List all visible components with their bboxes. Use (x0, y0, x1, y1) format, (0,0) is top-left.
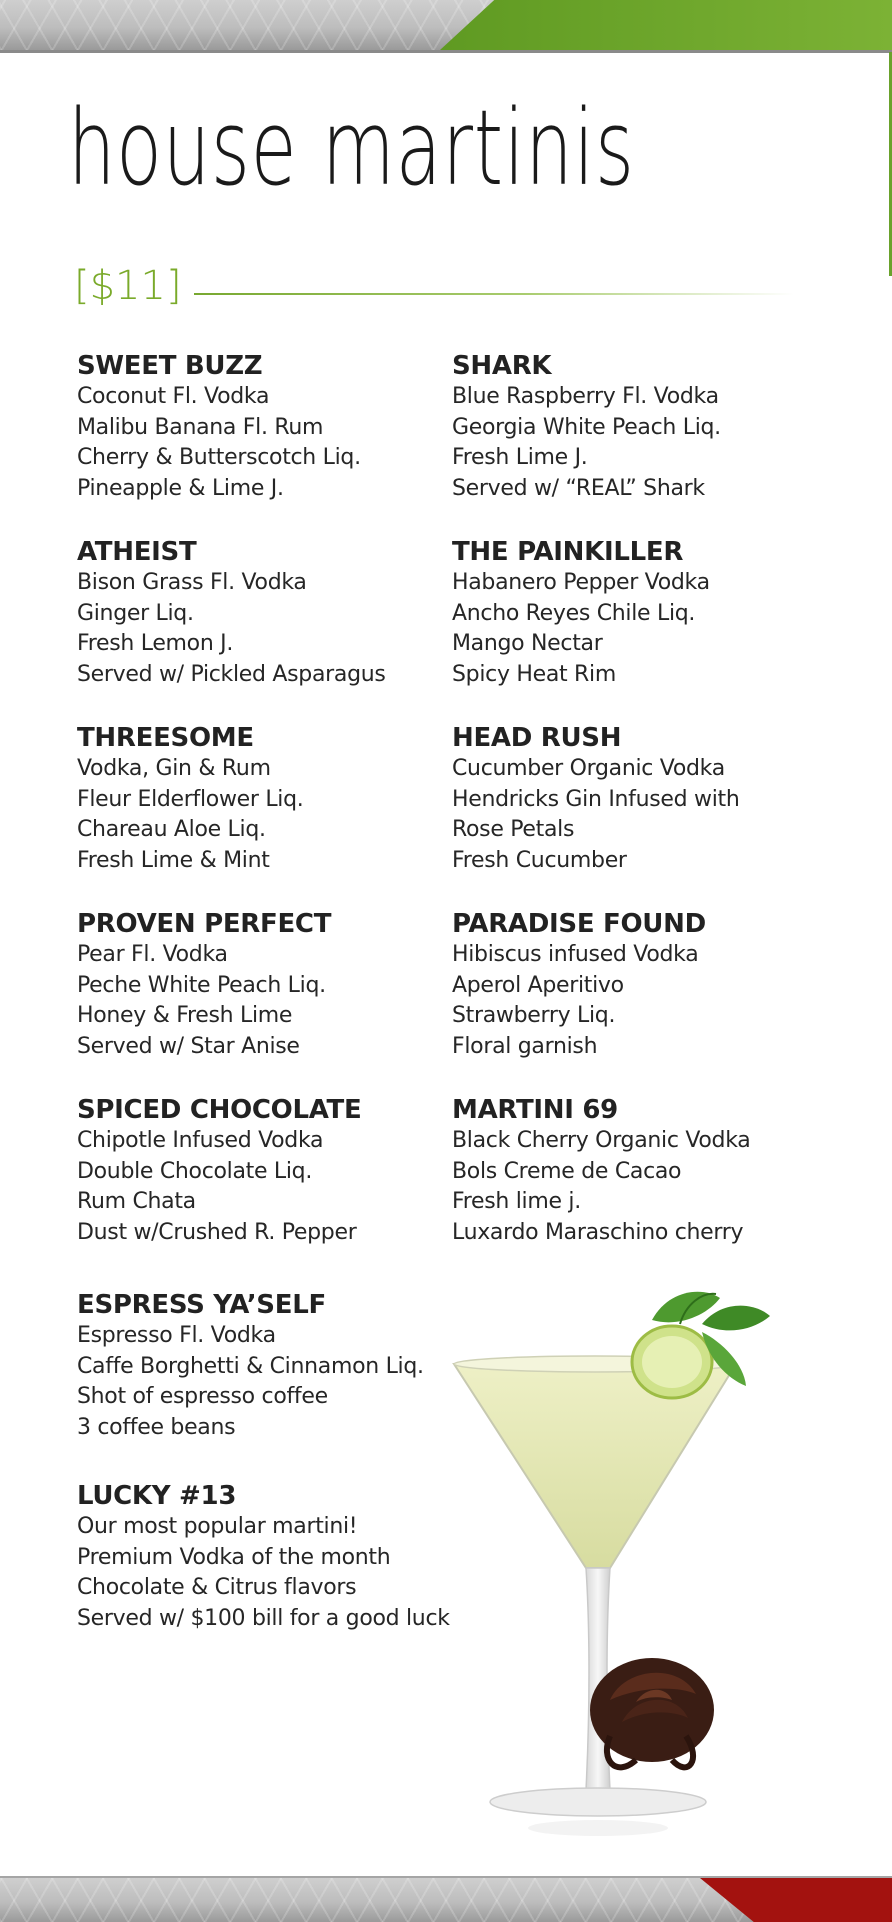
ingredient: Fresh Cucumber (452, 847, 627, 873)
ingredient: Black Cherry Organic Vodka (452, 1128, 751, 1153)
ingredient: Fresh Lime & Mint (77, 847, 270, 873)
ingredient: Espresso Fl. Vodka (77, 1323, 276, 1348)
ingredient: Fresh lime j. (452, 1189, 581, 1214)
ingredient: Rose Petals (452, 817, 575, 842)
drink-name: PARADISE FOUND (452, 909, 706, 939)
drink-name: ATHEIST (77, 537, 197, 567)
ingredient: Served w/ $100 bill for a good luck (77, 1605, 450, 1631)
ingredient: Premium Vodka of the month (77, 1544, 391, 1570)
lime-slice-icon (632, 1326, 712, 1398)
drink-paradise-found (452, 908, 832, 1062)
ingredient: Double Chocolate Liq. (77, 1158, 313, 1184)
price-divider (194, 293, 794, 295)
ingredient: Aperol Aperitivo (452, 972, 624, 998)
ingredient: Bols Creme de Cacao (452, 1158, 682, 1184)
ingredient: Chipotle Infused Vodka (77, 1128, 324, 1153)
drink-name: HEAD RUSH (452, 723, 622, 753)
drink-name: LUCKY #13 (77, 1481, 237, 1511)
drink-name: SWEET BUZZ (77, 351, 263, 381)
ingredient: Bison Grass Fl. Vodka (77, 570, 307, 595)
ingredient: Habanero Pepper Vodka (452, 570, 710, 595)
ingredient: Peche White Peach Liq. (77, 972, 326, 998)
drink-head-rush (452, 722, 832, 876)
drink-name: SPICED CHOCOLATE (77, 1095, 362, 1125)
ingredient: Floral garnish (452, 1033, 598, 1059)
ingredient: Hendricks Gin Infused with (452, 786, 740, 812)
martini-glass-icon (440, 1290, 810, 1850)
ingredient: Pear Fl. Vodka (77, 942, 228, 967)
ingredient: Coconut Fl. Vodka (77, 384, 270, 409)
ingredient: Mango Nectar (452, 631, 603, 656)
drink-spiced-chocolate (77, 1094, 457, 1248)
ingredient: Served w/ Pickled Asparagus (77, 661, 386, 687)
ingredient: Served w/ Star Anise (77, 1033, 300, 1059)
drink-lucky-13 (77, 1480, 457, 1634)
ingredient: Rum Chata (77, 1189, 196, 1214)
ingredient: Strawberry Liq. (452, 1003, 616, 1028)
drink-name: ESPRESS YA’SELF (77, 1290, 326, 1320)
ingredient: Hibiscus infused Vodka (452, 942, 699, 967)
ingredient: Chareau Aloe Liq. (77, 817, 266, 842)
bottom-red-accent (700, 1878, 892, 1922)
ingredient: Ancho Reyes Chile Liq. (452, 600, 696, 626)
ingredient: Caffe Borghetti & Cinnamon Liq. (77, 1353, 424, 1379)
top-green-accent (440, 0, 892, 50)
drink-name: SHARK (452, 351, 552, 381)
ingredient: Blue Raspberry Fl. Vodka (452, 384, 719, 409)
drink-name: PROVEN PERFECT (77, 909, 332, 939)
page-title: house martinis (68, 87, 635, 209)
ingredient: Fleur Elderflower Liq. (77, 786, 304, 812)
bottom-decorative-band (0, 1876, 892, 1922)
ingredient: Served w/ “REAL” Shark (452, 475, 705, 501)
ingredient: Georgia White Peach Liq. (452, 414, 721, 440)
ingredient: 3 coffee beans (77, 1414, 236, 1440)
drink-name: THE PAINKILLER (452, 537, 684, 567)
ingredient: Ginger Liq. (77, 600, 194, 626)
drink-martini-69 (452, 1094, 832, 1248)
ingredient: Chocolate & Citrus flavors (77, 1575, 357, 1600)
ingredient: Malibu Banana Fl. Rum (77, 414, 324, 440)
drink-the-painkiller (452, 536, 832, 690)
drink-name: MARTINI 69 (452, 1095, 618, 1125)
ingredient: Fresh Lime J. (452, 445, 588, 470)
chocolate-rose-icon (590, 1658, 714, 1767)
ingredient: Pineapple & Lime J. (77, 475, 284, 501)
top-decorative-band (0, 0, 892, 53)
ingredient: Spicy Heat Rim (452, 661, 616, 687)
drink-threesome (77, 722, 457, 876)
ingredient: Honey & Fresh Lime (77, 1003, 293, 1028)
drink-sweet-buzz (77, 350, 457, 504)
drink-atheist (77, 536, 457, 690)
drink-shark (452, 350, 832, 504)
ingredient: Our most popular martini! (77, 1514, 358, 1539)
drink-proven-perfect (77, 908, 457, 1062)
ingredient: Vodka, Gin & Rum (77, 756, 271, 781)
ingredient: Luxardo Maraschino cherry (452, 1219, 744, 1245)
price-label: [$11] (74, 263, 182, 309)
drink-name: THREESOME (77, 723, 254, 753)
ingredient: Cucumber Organic Vodka (452, 756, 725, 781)
ingredient: Cherry & Butterscotch Liq. (77, 445, 361, 470)
ingredient: Shot of espresso coffee (77, 1384, 328, 1409)
ingredient: Fresh Lemon J. (77, 631, 234, 656)
ingredient: Dust w/Crushed R. Pepper (77, 1219, 357, 1245)
drink-espress-ya-self (77, 1289, 457, 1443)
